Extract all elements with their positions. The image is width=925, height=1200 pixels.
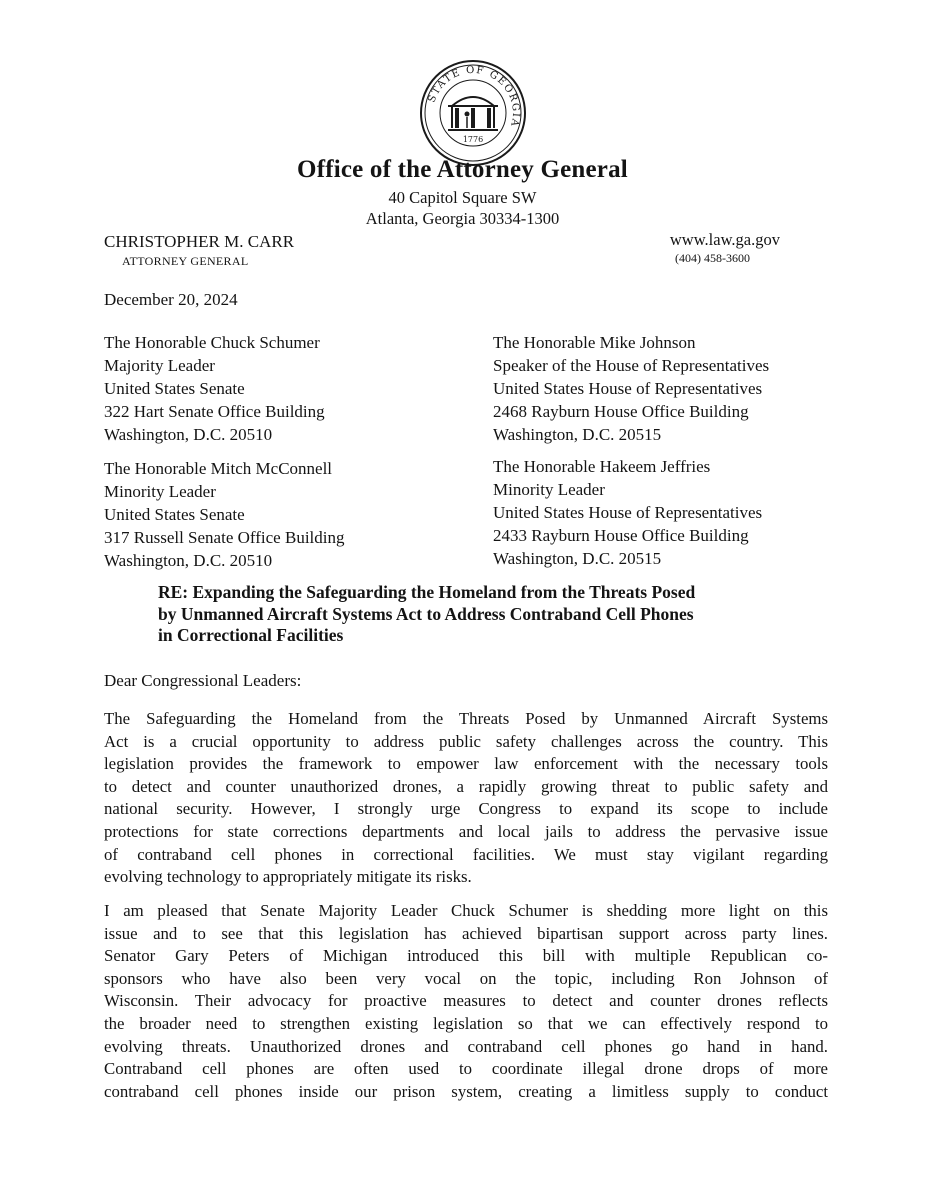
paragraph-line: I am pleased that Senate Majority Leader Chuck Schumer is shedding more light on this [104, 901, 828, 920]
recipient-body: United States Senate [104, 505, 245, 524]
attorney-general-name: CHRISTOPHER M. CARR [104, 232, 295, 251]
body-paragraph-1 [104, 708, 828, 889]
recipient-title: Majority Leader [104, 356, 215, 375]
recipient-name: The Honorable Chuck Schumer [104, 333, 320, 352]
recipient-block-johnson [493, 331, 769, 446]
phone-number: (404) 458-3600 [675, 251, 750, 265]
office-address-line2: Atlanta, Georgia 30334-1300 [365, 209, 560, 228]
recipient-office: 2468 Rayburn House Office Building [493, 402, 749, 421]
office-title: Office of the Attorney General [297, 156, 628, 183]
paragraph-line: sponsors who have also been very vocal on the topic, including Ron Johnson of [104, 968, 828, 988]
paragraph-line: evolving technology to appropriately mitigate its risks. [104, 867, 472, 887]
office-address-line1: 40 Capitol Square SW [388, 188, 537, 207]
recipient-name: The Honorable Hakeem Jeffries [493, 457, 711, 476]
recipient-office: 317 Russell Senate Office Building [104, 528, 345, 547]
paragraph-line: Wisconsin. Their advocacy for proactive measures to detect and counter drones reflects [104, 991, 828, 1011]
salutation: Dear Congressional Leaders: [104, 671, 302, 690]
paragraph-line: issue and to see that this legislation has achieved bipartisan support across party lines. [104, 923, 828, 943]
paragraph-line: The Safeguarding the Homeland from the Threats Posed by Unmanned Aircraft Systems [104, 709, 828, 728]
recipient-block-mcconnell [104, 457, 345, 572]
subject-line-2: by Unmanned Aircraft Systems Act to Address Contraband Cell Phones [158, 603, 694, 624]
recipient-city: Washington, D.C. 20515 [493, 549, 662, 568]
subject-line-1: RE: Expanding the Safeguarding the Homeland from the Threats Posed [158, 582, 696, 602]
recipient-office: 322 Hart Senate Office Building [104, 402, 325, 421]
recipient-city: Washington, D.C. 20510 [104, 551, 273, 570]
paragraph-line: of contraband cell phones in correctional facilities. We must stay vigilant regarding [104, 844, 828, 864]
recipient-body: United States House of Representatives [493, 503, 763, 522]
paragraph-line: the broader need to strengthen existing legislation so that we can effectively respond to [104, 1013, 828, 1033]
subject-line [158, 582, 848, 647]
recipient-name: The Honorable Mitch McConnell [104, 459, 333, 478]
paragraph-line: Contraband cell phones are often used to coordinate illegal drone drops of more [104, 1059, 828, 1079]
state-seal-icon [418, 58, 528, 168]
recipient-name: The Honorable Mike Johnson [493, 333, 696, 352]
recipient-body: United States Senate [104, 379, 245, 398]
recipient-city: Washington, D.C. 20515 [493, 425, 662, 444]
attorney-general-title: ATTORNEY GENERAL [122, 254, 249, 268]
recipient-title: Minority Leader [493, 480, 605, 499]
paragraph-line: national security. However, I strongly urge Congress to expand its scope to include [104, 799, 828, 819]
seal-ring-text: STATE OF GEORGIA [426, 64, 522, 129]
paragraph-line: protections for state corrections departments and local jails to address the pervasive issue [104, 821, 828, 841]
paragraph-line: legislation provides the framework to empower law enforcement with the necessary tools [104, 754, 828, 774]
recipient-body: United States House of Representatives [493, 379, 763, 398]
recipient-title: Speaker of the House of Representatives [493, 356, 770, 375]
subject-line-3: in Correctional Facilities [158, 625, 344, 645]
recipient-block-schumer [104, 331, 325, 446]
recipient-title: Minority Leader [104, 482, 216, 501]
recipient-office: 2433 Rayburn House Office Building [493, 526, 749, 545]
recipient-block-jeffries [493, 455, 762, 570]
paragraph-line: to detect and counter unauthorized drones, a rapidly growing threat to public safety and [104, 776, 828, 796]
paragraph-line: contraband cell phones inside our prison system, creating a limitless supply to conduct [104, 1081, 828, 1101]
letter-date: December 20, 2024 [104, 290, 238, 309]
seal-year: 1776 [462, 135, 484, 144]
body-paragraph-2 [104, 900, 828, 1103]
paragraph-line: evolving threats. Unauthorized drones and contraband cell phones go hand in hand. [104, 1036, 828, 1056]
website-link[interactable]: www.law.ga.gov [669, 230, 780, 249]
recipient-city: Washington, D.C. 20510 [104, 425, 273, 444]
paragraph-line: Act is a crucial opportunity to address public safety challenges across the country. This [104, 731, 828, 751]
paragraph-line: Senator Gary Peters of Michigan introduced this bill with multiple Republican co- [104, 946, 828, 966]
